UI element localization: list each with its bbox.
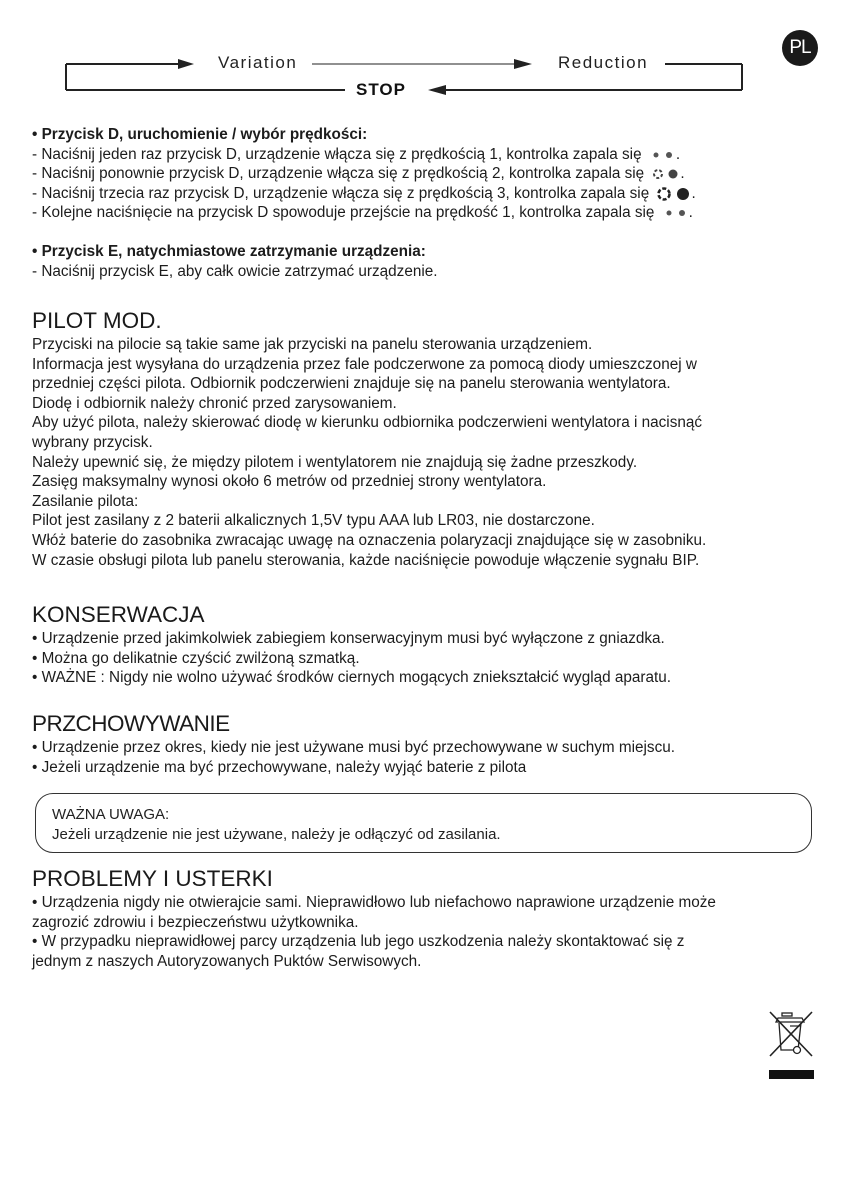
line-end: . (675, 145, 681, 163)
important-note-box (35, 793, 812, 853)
arrow-left-icon (428, 85, 446, 95)
line-end: . (680, 165, 685, 183)
mode-flow-diagram (0, 40, 852, 110)
konserwacja-line: • Można go delikatnie czyścić zwilżoną szmatką. (32, 649, 360, 667)
button-e-line: - Naciśnij przycisk E, aby całk owicie zatrzymać urządzenie. (32, 262, 438, 280)
konserwacja-title: KONSERWACJA (32, 602, 205, 627)
line-text: - Naciśnij jeden raz przycisk D, urządzenie włącza się z prędkością 1, kontrolka zapala się (32, 145, 642, 163)
problemy-line: jednym z naszych Autoryzowanych Puktów Serwisowych. (32, 952, 422, 970)
important-note-text: Jeżeli urządzenie nie jest używane, należy je odłączyć od zasilania. (52, 826, 501, 843)
pilot-line: przedniej części pilota. Odbiornik podczerwieni znajduje się na panelu sterowania wentylatora. (32, 375, 671, 393)
problemy-section (32, 865, 822, 971)
problemy-line: • W przypadku nieprawidłowej parcy urządzenia lub jego uszkodzenia należy skontaktować się z (32, 933, 685, 951)
important-note-title: WAŻNA UWAGA: (52, 806, 170, 823)
pilot-line: Włóż baterie do zasobnika zwracając uwagę na oznaczenia polaryzacji znajdujące się w zasobniku. (32, 531, 707, 549)
przechowywanie-section (32, 710, 822, 777)
pilot-line: Diodę i odbiornik należy chronić przed zarysowaniem. (32, 394, 397, 412)
arrow-right-icon (514, 59, 532, 69)
fan-speed-3-icon (657, 186, 691, 202)
pilot-line: wybrany przycisk. (32, 433, 153, 451)
buttons-section (32, 125, 822, 281)
przechowywanie-line: • Jeżeli urządzenie ma być przechowywane, należy wyjąć baterie z pilota (32, 758, 527, 776)
fan-speed-1-icon (650, 149, 676, 161)
line-end: . (691, 184, 696, 202)
fan-speed-1-icon (663, 207, 689, 219)
arrow-right-icon (178, 59, 194, 69)
line-text: - Naciśnij trzecia raz przycisk D, urządzenie włącza się z prędkością 3, kontrolka zapala się (32, 184, 650, 202)
flow-step-reduction: Reduction (558, 53, 649, 72)
pilot-line: Przyciski na pilocie są takie same jak przyciski na panelu sterowania urządzeniem. (32, 336, 593, 353)
line-end: . (688, 204, 693, 222)
pilot-line: W czasie obsługi pilota lub panelu sterowania, każde naciśnięcie powoduje włączenie sygnału BIP. (32, 551, 700, 569)
problemy-title: PROBLEMY I USTERKI (32, 866, 273, 891)
button-d-line (32, 184, 822, 204)
fan-speed-2-icon (652, 167, 680, 181)
weee-crossed-bin-icon (766, 1008, 816, 1083)
konserwacja-section (32, 601, 822, 688)
pilot-line: Pilot jest zasilany z 2 baterii alkalicznych 1,5V typu AAA lub LR03, nie dostarczone. (32, 512, 595, 530)
problemy-line: zagrozić zdrowiu i bezpieczeństwu użytkownika. (32, 913, 359, 931)
flow-step-variation: Variation (218, 53, 298, 72)
button-d-line (32, 164, 822, 184)
konserwacja-line: • Urządzenie przed jakimkolwiek zabiegiem konserwacyjnym musi być wyłączone z gniazdka. (32, 630, 665, 647)
pilot-line: Zasilanie pilota: (32, 492, 139, 510)
language-badge-label: PL (789, 37, 811, 58)
button-e-heading: • Przycisk E, natychmiastowe zatrzymanie urządzenia: (32, 242, 426, 260)
line-text: - Naciśnij ponownie przycisk D, urządzenie włącza się z prędkością 2, kontrolka zapala się (32, 165, 645, 183)
button-d-heading: • Przycisk D, uruchomienie / wybór prędkości: (32, 126, 368, 143)
pilot-line: Informacja jest wysyłana do urządzenia przez fale podczerwone za pomocą diody umieszczonej w (32, 355, 697, 373)
przechowywanie-title: PRZCHOWYWANIE (32, 711, 230, 736)
pilot-section (32, 307, 822, 570)
flow-arrows (0, 40, 852, 110)
konserwacja-line: • WAŻNE : Nigdy nie wolno używać środków ciernych mogących zniekształcić wygląd aparatu. (32, 669, 672, 687)
pilot-line: Zasięg maksymalny wynosi około 6 metrów od przedniej strony wentylatora. (32, 473, 547, 491)
przechowywanie-line: • Urządzenie przez okres, kiedy nie jest używane musi być przechowywane w suchym miejscu. (32, 739, 675, 756)
pilot-line: Należy upewnić się, że między pilotem i wentylatorem nie znajdują się żadne przeszkody. (32, 453, 638, 471)
button-d-line (32, 203, 822, 223)
pilot-title: PILOT MOD. (32, 308, 162, 333)
pilot-line: Aby użyć pilota, należy skierować diodę w kierunku odbiornika podczerwieni wentylatora i nacisnąć (32, 414, 703, 432)
flow-step-stop: STOP (356, 80, 406, 99)
button-d-line (32, 145, 822, 165)
line-text: - Kolejne naciśnięcie na przycisk D spowoduje przejście na prędkość 1, kontrolka zapala się (32, 204, 655, 222)
problemy-line: • Urządzenia nigdy nie otwierajcie sami. Nieprawidłowo lub niefachowo naprawione urządzenie może (32, 894, 716, 911)
